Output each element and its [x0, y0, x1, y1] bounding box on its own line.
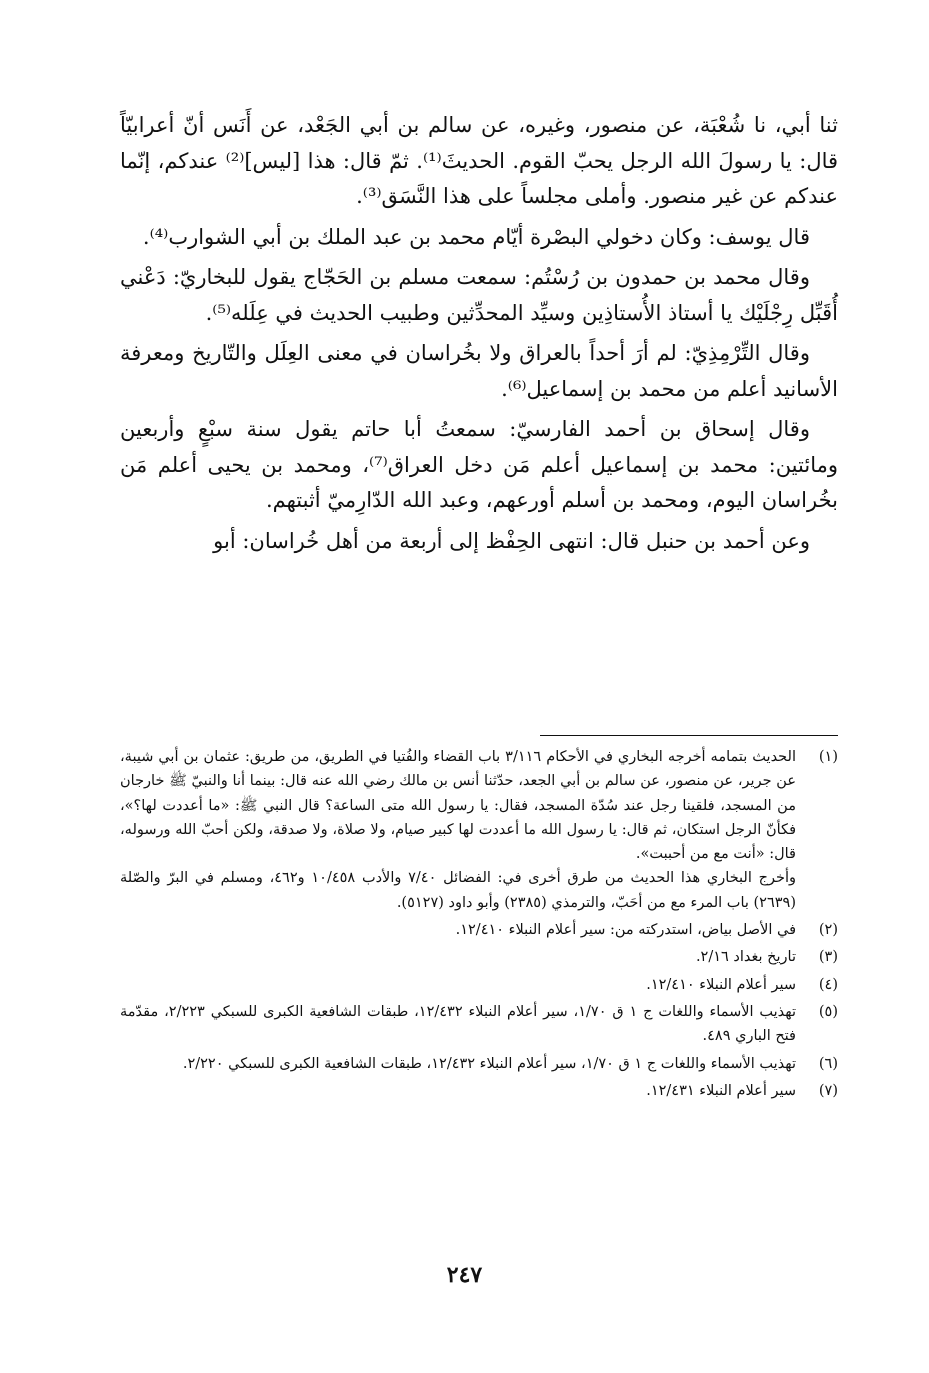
- footnote-line: وأخرج البخاري هذا الحديث من طرق أخرى في: الفضائل ٧/٤٠ والأدب ١٠/٤٥٨ و٤٦٢، ومسلم في البرّ والصّلة (٢٦٣٩) باب المرء مع من أحَبّ، والترمذي (٢٣٨٥) وأبو داود (٥١٢٧).: [120, 870, 796, 911]
- footnote-line: تاريخ بغداد ٢/١٦.: [695, 949, 796, 966]
- footnote: [120, 945, 838, 969]
- footnote-text: [120, 1000, 796, 1049]
- footnote: [120, 1079, 838, 1103]
- footnote-text: [120, 918, 796, 942]
- footnote-line: سير أعلام النبلاء ١٢/٤١٠.: [646, 976, 796, 993]
- footnote-number: (١): [818, 749, 838, 765]
- paragraph: ثنا أبي، نا شُعْبَة، عن منصور، وغيره، عن سالم بن أبي الجَعْد، عن أَنَس أنّ أعرابيّاً قال: يا رسولَ الله الرجل يحبّ القوم. الحديثَ⁽¹⁾. ثمّ قال: هذا [ليس]⁽²⁾ عندكم، إنّما عندكم عن غير منصور. وأملى مجلساً على هذا النَّسَق⁽³⁾.: [120, 113, 839, 208]
- paragraph: وعن أحمد بن حنبل قال: انتهى الحِفْظ إلى أربعة من أهل خُراسان: أبو: [213, 528, 810, 553]
- paragraph: قال يوسف: وكان دخولي البصْرة أيّام محمد بن عبد الملك بن أبي الشوارب⁽⁴⁾.: [142, 224, 810, 249]
- footnote-line: الحديث بتمامه أخرجه البخاري في الأحكام ٣/١١٦ باب القضاء والفُتيا في الطريق، من طريق: عثمان بن أبي شيبة، عن جرير، عن منصور، عن سالم بن أبي الجعد، حدّثنا أنس بن مالك رضي الله عنه قال: بينما أنا والنبيّ ﷺ خارجان من المسجد، فلقينا رجل عند سُدّة المسجد، فقال: يا رسول الله متى الساعة؟ قال النبي ﷺ: «ما أعددت لها؟»، فكأنّ الرجل استكان، ثم قال: يا رسول الله ما أعددت لها كبير صيام، ولا صلاة، ولا صدقة، ولكن أحبّ الله ورسوله، قال: «أنت مع من أحببت».: [120, 749, 796, 863]
- paragraph: وقال إسحاق بن أحمد الفارسيّ: سمعتُ أبا حاتم يقول سنة سبْعٍ وأربعين ومائتين: محمد بن إسماعيل أعلم مَن دخل العراق⁽⁷⁾، ومحمد بن يحيى أعلم مَن بخُراسان اليوم، ومحمد بن أسلم أورعهم، وعبد الله الدّارِميّ أثبتهم.: [120, 417, 838, 512]
- footnote: [120, 918, 838, 942]
- footnote-number: (٦): [818, 1055, 838, 1072]
- footnotes: [120, 745, 838, 1106]
- footnote-number: (٣): [818, 949, 838, 966]
- footnote-text: [120, 1052, 796, 1076]
- page-number: ٢٤٧: [446, 1262, 483, 1288]
- footnote-number: (٧): [818, 1082, 838, 1099]
- footnote-number: (٤): [818, 976, 838, 993]
- paragraph: وقال محمد بن حمدون بن رُسْتُم: سمعت مسلم بن الحَجّاج يقول للبخاريّ: دَعْني أُقَبِّل رِجْلَيْك يا أستاذ الأُستاذِين وسيِّد المحدِّثين وطبيب الحديث في عِلَله⁽⁵⁾.: [120, 265, 838, 325]
- footnote-text: [120, 945, 796, 969]
- footnote-text: [120, 1079, 796, 1103]
- footnote-line: سير أعلام النبلاء ١٢/٤٣١.: [646, 1082, 796, 1099]
- main-text: [120, 108, 838, 564]
- footnote-text: [120, 745, 796, 915]
- footnote-number: (٥): [818, 1003, 838, 1020]
- footnote-text: [120, 973, 796, 997]
- footnote: [120, 745, 838, 915]
- footnote: [120, 1052, 838, 1076]
- footnote-divider: [540, 735, 838, 736]
- footnote-line: تهذيب الأسماء واللغات ج ١ ق ١/٧٠، سير أعلام النبلاء ١٢/٤٣٢، طبقات الشافعية الكبرى للسبكي ٢/٢٢٣، مقدّمة فتح الباري ٤٨٩.: [120, 1003, 797, 1045]
- footnote: [120, 973, 838, 997]
- paragraph: وقال التِّرْمِذِيّ: لم أرَ أحداً بالعراق ولا بخُراسان في معنى العِلَل والتّاريخ ومعرفة الأسانيد أعلم من محمد بن إسماعيل⁽⁶⁾.: [120, 341, 838, 401]
- footnote-line: في الأصل بياض، استدركته من: سير أعلام النبلاء ١٢/٤١٠.: [455, 922, 796, 939]
- footnote-line: تهذيب الأسماء واللغات ج ١ ق ١/٧٠، سير أعلام النبلاء ١٢/٤٣٢، طبقات الشافعية الكبرى للسبكي ٢/٢٢٠.: [182, 1055, 796, 1072]
- footnote: [120, 1000, 838, 1049]
- footnote-number: (٢): [818, 922, 838, 939]
